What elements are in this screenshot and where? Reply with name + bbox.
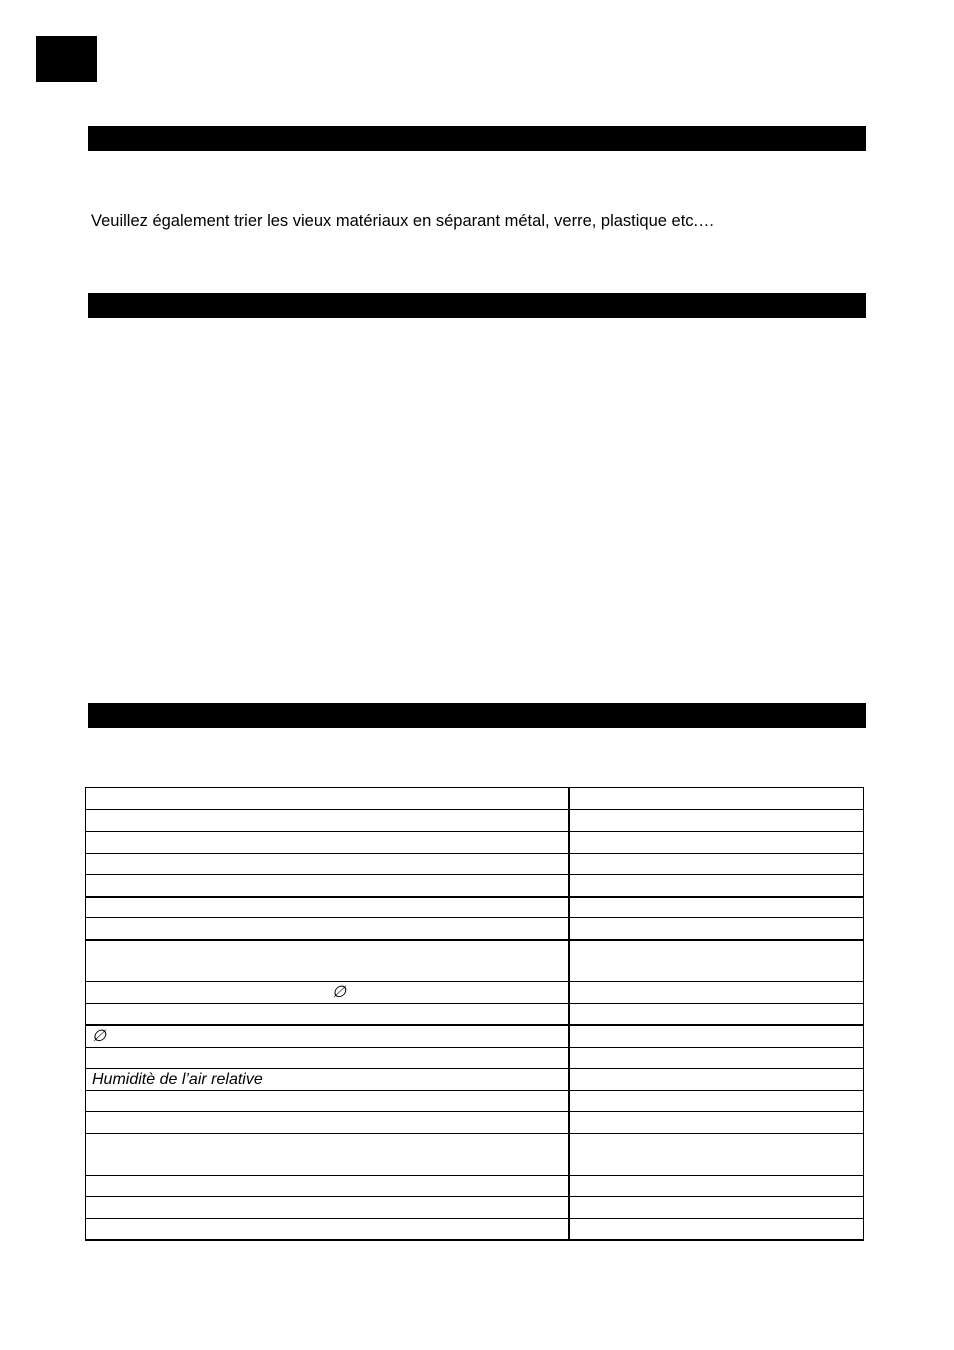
spec-value-cell: [569, 982, 864, 1004]
spec-label-cell: [86, 982, 570, 1004]
section-header-bar-1: [88, 126, 866, 151]
table-row: [86, 940, 864, 982]
spec-value-cell: [569, 1048, 864, 1069]
spec-value-cell: [569, 1176, 864, 1197]
spec-label-cell: [86, 918, 570, 940]
diameter-icon: ∅: [92, 1025, 106, 1045]
table-row: [86, 1025, 864, 1048]
table-row: [86, 1048, 864, 1069]
spec-value-cell: [569, 940, 864, 982]
spec-value-cell: [569, 1004, 864, 1025]
table-row: [86, 810, 864, 832]
table-row: [86, 1176, 864, 1197]
spec-label-cell: [86, 1176, 570, 1197]
table-row: [86, 897, 864, 918]
spec-value-cell: [569, 1134, 864, 1176]
spec-label-cell: [86, 1091, 570, 1112]
spec-value-cell: [569, 788, 864, 810]
spec-label-cell: [86, 940, 570, 982]
section-header-bar-2: [88, 293, 866, 318]
table-row: [86, 1197, 864, 1219]
spec-value-cell: [569, 832, 864, 854]
page-corner-block: [36, 36, 97, 82]
table-row: [86, 1112, 864, 1134]
spec-value-cell: [569, 1219, 864, 1240]
table-row: [86, 1069, 864, 1091]
spec-value-cell: [569, 1091, 864, 1112]
table-row: [86, 832, 864, 854]
table-row: [86, 1004, 864, 1025]
spec-value-cell: [569, 1197, 864, 1219]
table-row: [86, 982, 864, 1004]
spec-value-cell: [569, 918, 864, 940]
spec-label-cell: [86, 810, 570, 832]
table-row: [86, 854, 864, 875]
recycling-instruction-text: Veuillez également trier les vieux matériaux en séparant métal, verre, plastique etc.…: [91, 212, 715, 230]
spec-label-cell: [86, 832, 570, 854]
spec-value-cell: [569, 875, 864, 897]
table-row: [86, 1134, 864, 1176]
table-row: [86, 1091, 864, 1112]
table-row: [86, 1219, 864, 1240]
spec-value-cell: [569, 1112, 864, 1134]
diameter-icon: ∅: [332, 982, 346, 1001]
section-header-bar-3: [88, 703, 866, 728]
spec-value-cell: [569, 897, 864, 918]
spec-label-cell: [86, 1219, 570, 1240]
spec-label-cell: [86, 1048, 570, 1069]
spec-label-cell: [86, 1134, 570, 1176]
spec-label-cell: [86, 788, 570, 810]
spec-value-cell: [569, 1025, 864, 1048]
spec-label-cell: [86, 875, 570, 897]
spec-value-cell: [569, 1069, 864, 1091]
spec-label-cell: [86, 854, 570, 875]
spec-label-cell: [86, 1025, 570, 1048]
spec-label-cell: [86, 1004, 570, 1025]
spec-label-cell: [86, 1112, 570, 1134]
spec-label: Humiditè de l’air relative: [92, 1070, 263, 1088]
table-row: [86, 875, 864, 897]
spec-label-cell: [86, 1197, 570, 1219]
table-row: [86, 788, 864, 810]
spec-label-cell: [86, 897, 570, 918]
spec-value-cell: [569, 854, 864, 875]
spec-value-cell: [569, 810, 864, 832]
technical-specs-table: [85, 787, 864, 1241]
spec-label-cell: [86, 1069, 570, 1091]
table-row: [86, 918, 864, 940]
